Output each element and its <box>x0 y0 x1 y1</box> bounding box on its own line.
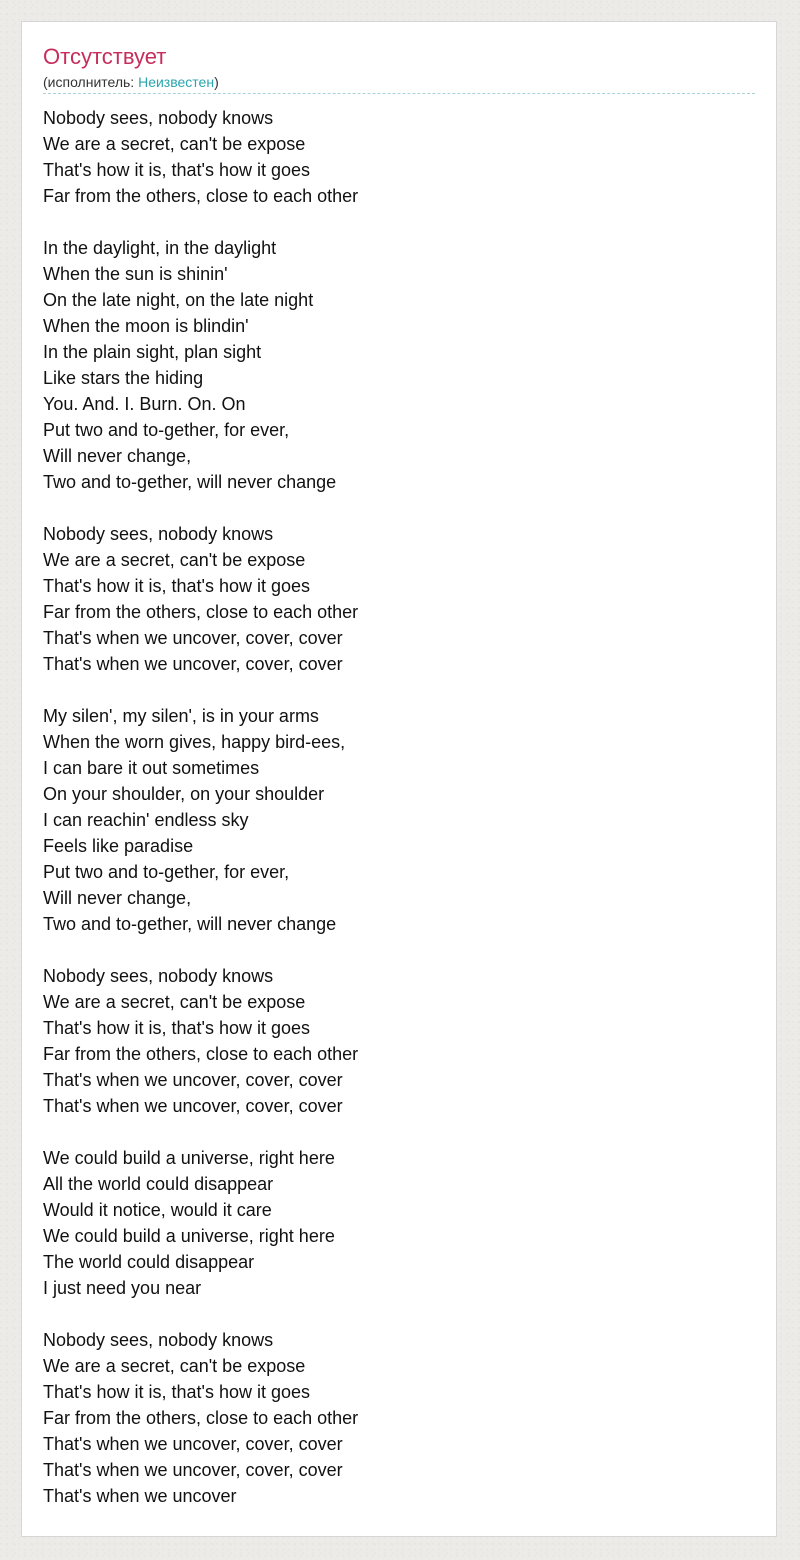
lyric-line: When the sun is shinin' <box>43 264 228 284</box>
lyric-line: In the daylight, in the daylight <box>43 238 277 258</box>
lyric-line: That's how it is, that's how it goes <box>43 1018 310 1038</box>
lyric-line: I can bare it out sometimes <box>43 758 260 778</box>
lyric-line: You. And. I. Burn. On. On <box>43 394 246 414</box>
song-title: Отсутствует <box>43 44 167 69</box>
lyric-line: Nobody sees, nobody knows <box>43 1330 274 1350</box>
lyric-line: Put two and to-gether, for ever, <box>43 862 290 882</box>
lyric-line: That's when we uncover, cover, cover <box>43 1460 343 1480</box>
lyric-line: Far from the others, close to each other <box>43 1408 359 1428</box>
lyric-line: Far from the others, close to each other <box>43 186 359 206</box>
lyric-line: That's how it is, that's how it goes <box>43 160 310 180</box>
stanza-break <box>43 209 743 235</box>
lyric-line: That's how it is, that's how it goes <box>43 576 310 596</box>
stanza-break <box>43 495 743 521</box>
lyric-line: When the moon is blindin' <box>43 316 249 336</box>
lyric-line: Will never change, <box>43 888 192 908</box>
lyric-line: Nobody sees, nobody knows <box>43 966 274 986</box>
lyric-line: On the late night, on the late night <box>43 290 314 310</box>
lyric-line: Put two and to-gether, for ever, <box>43 420 290 440</box>
lyric-line: We are a secret, can't be expose <box>43 1356 306 1376</box>
stanza-break <box>43 1119 743 1145</box>
lyric-line: That's when we uncover, cover, cover <box>43 1434 343 1454</box>
lyric-line: When the worn gives, happy bird-ees, <box>43 732 346 752</box>
lyric-line: I can reachin' endless sky <box>43 810 249 830</box>
title-divider <box>43 93 755 94</box>
performer-prefix: (исполнитель: <box>43 74 139 90</box>
lyric-line: That's when we uncover, cover, cover <box>43 628 343 648</box>
lyric-line: Would it notice, would it care <box>43 1200 272 1220</box>
stanza-break <box>43 677 743 703</box>
lyric-line: Far from the others, close to each other <box>43 1044 359 1064</box>
lyric-line: That's when we uncover, cover, cover <box>43 1096 343 1116</box>
lyric-line: The world could disappear <box>43 1252 255 1272</box>
lyric-line: We are a secret, can't be expose <box>43 550 306 570</box>
lyric-line: Nobody sees, nobody knows <box>43 524 274 544</box>
lyric-line: All the world could disappear <box>43 1174 274 1194</box>
lyric-line: On your shoulder, on your shoulder <box>43 784 325 804</box>
artist-link[interactable]: Неизвестен <box>138 74 215 90</box>
lyric-line: That's when we uncover, cover, cover <box>43 1070 343 1090</box>
stanza-break <box>43 937 743 963</box>
lyric-line: Two and to-gether, will never change <box>43 914 337 934</box>
lyric-line: We are a secret, can't be expose <box>43 134 306 154</box>
lyric-line: Feels like paradise <box>43 836 194 856</box>
lyric-line: That's when we uncover <box>43 1486 237 1506</box>
lyric-line: Nobody sees, nobody knows <box>43 108 274 128</box>
lyric-line: Will never change, <box>43 446 192 466</box>
lyrics-text <box>43 105 743 1509</box>
lyric-line: We could build a universe, right here <box>43 1226 335 1246</box>
lyric-line: My silen', my silen', is in your arms <box>43 706 319 726</box>
lyric-line: Far from the others, close to each other <box>43 602 359 622</box>
lyrics-card <box>21 21 777 1537</box>
lyric-line: Two and to-gether, will never change <box>43 472 337 492</box>
performer-suffix: ) <box>214 74 219 90</box>
lyric-line: In the plain sight, plan sight <box>43 342 262 362</box>
lyric-line: We are a secret, can't be expose <box>43 992 306 1012</box>
lyric-line: Like stars the hiding <box>43 368 204 388</box>
lyric-line: I just need you near <box>43 1278 202 1298</box>
lyric-line: That's how it is, that's how it goes <box>43 1382 310 1402</box>
performer-line <box>43 73 219 91</box>
stanza-break <box>43 1301 743 1327</box>
lyric-line: That's when we uncover, cover, cover <box>43 654 343 674</box>
lyric-line: We could build a universe, right here <box>43 1148 335 1168</box>
